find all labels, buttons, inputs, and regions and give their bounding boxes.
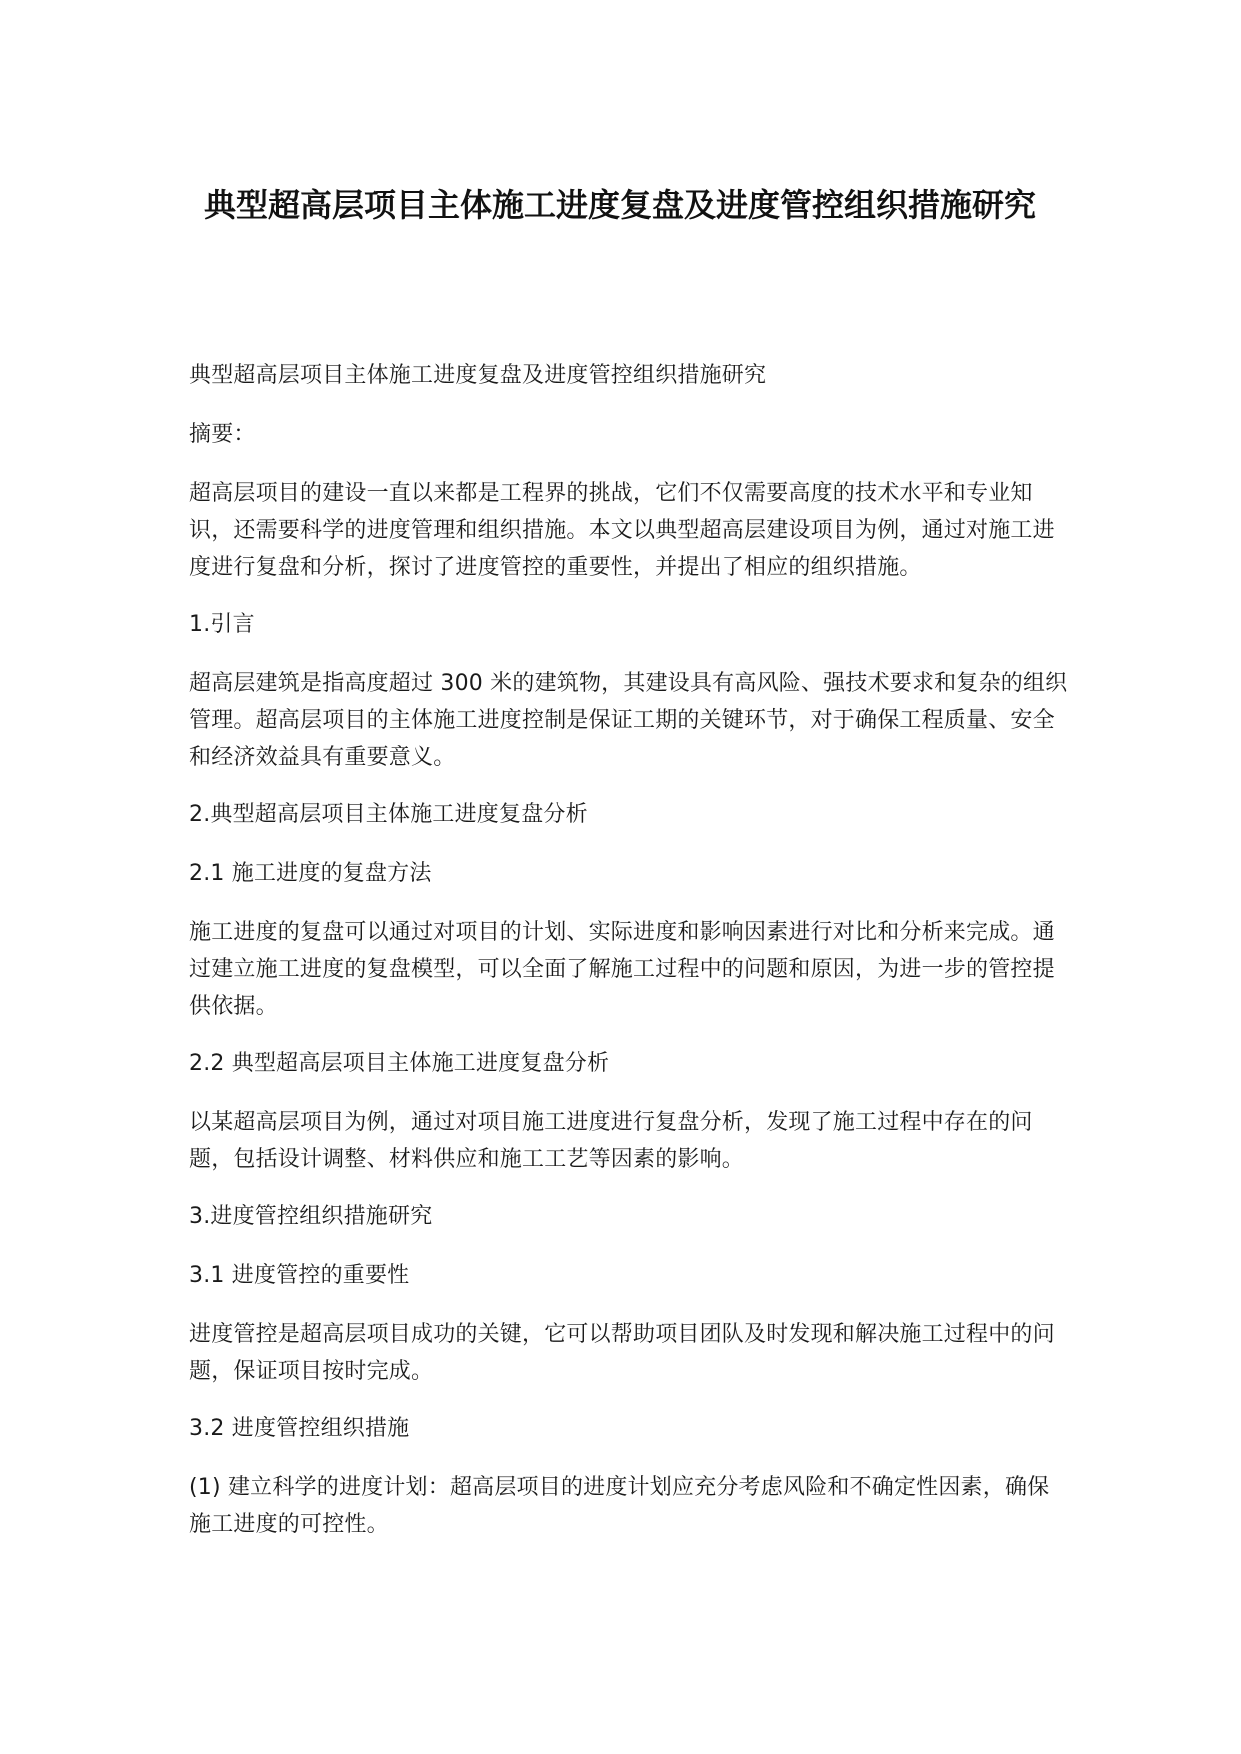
abstract-paragraph: 超高层项目的建设一直以来都是工程界的挑战，它们不仅需要高度的技术水平和专业知识，还需要科学的进度管理和组织措施。本文以典型超高层建设项目为例，通过对施工进度进行复盘和分析，探讨了进度管控的重要性，并提出了相应的组织措施。 [189, 481, 1055, 580]
abstract-label: 摘要： [189, 422, 256, 447]
importance-paragraph: 进度管控是超高层项目成功的关键，它可以帮助项目团队及时发现和解决施工过程中的问题，保证项目按时完成。 [189, 1322, 1055, 1384]
document-title: 典型超高层项目主体施工进度复盘及进度管控组织措施研究 [203, 186, 1036, 224]
section-heading-2: 2.典型超高层项目主体施工进度复盘分析 [189, 802, 588, 827]
measure-item-1: (1) 建立科学的进度计划：超高层项目的进度计划应充分考虑风险和不确定性因素，确保施工进度的可控性。 [189, 1475, 1050, 1537]
subsection-heading-2-1: 2.1 施工进度的复盘方法 [189, 861, 432, 886]
subsection-heading-3-1: 3.1 进度管控的重要性 [189, 1263, 410, 1288]
subsection-heading-2-2: 2.2 典型超高层项目主体施工进度复盘分析 [189, 1051, 610, 1076]
review-method-paragraph: 施工进度的复盘可以通过对项目的计划、实际进度和影响因素进行对比和分析来完成。通过建立施工进度的复盘模型，可以全面了解施工过程中的问题和原因，为进一步的管控提供依据。 [189, 920, 1055, 1019]
document-body [189, 357, 1069, 1563]
subsection-heading-3-2: 3.2 进度管控组织措施 [189, 1416, 410, 1441]
subtitle-paragraph: 典型超高层项目主体施工进度复盘及进度管控组织措施研究 [189, 363, 767, 388]
section-heading-1: 1.引言 [189, 612, 255, 637]
intro-paragraph: 超高层建筑是指高度超过 300 米的建筑物，其建设具有高风险、强技术要求和复杂的组织管理。超高层项目的主体施工进度控制是保证工期的关键环节，对于确保工程质量、安全和经济效益具有重要意义。 [189, 671, 1068, 770]
section-heading-3: 3.进度管控组织措施研究 [189, 1204, 433, 1229]
review-analysis-paragraph: 以某超高层项目为例，通过对项目施工进度进行复盘分析，发现了施工过程中存在的问题，包括设计调整、材料供应和施工工艺等因素的影响。 [189, 1110, 1033, 1172]
